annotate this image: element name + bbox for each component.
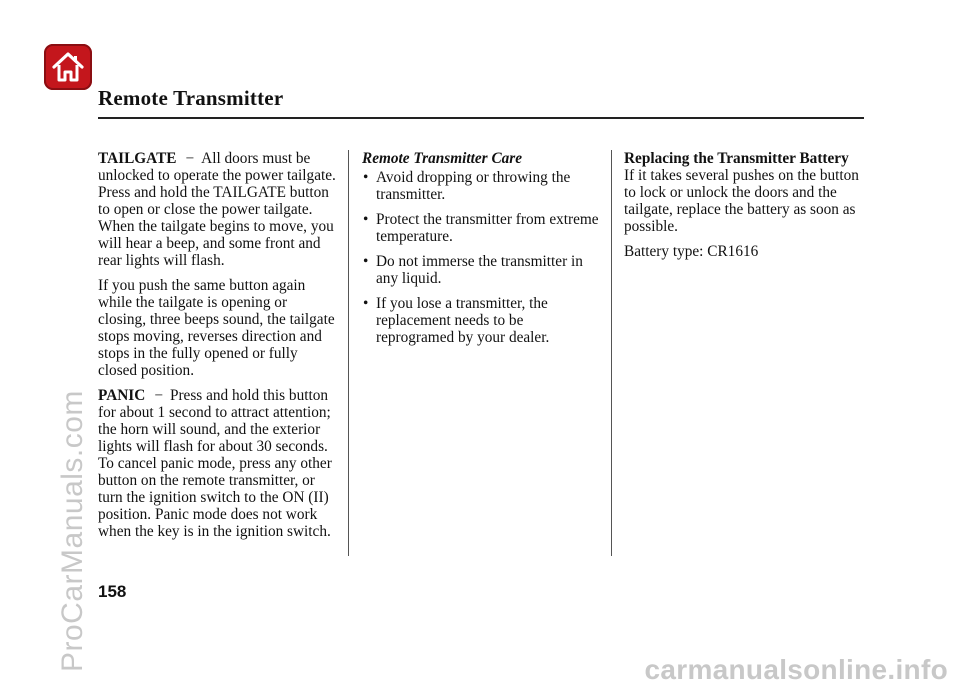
care-heading: Remote Transmitter Care (362, 150, 523, 167)
tailgate-term: TAILGATE (98, 150, 177, 167)
column-divider (348, 150, 349, 556)
panic-paragraph (98, 387, 338, 540)
column-tailgate-panic (98, 150, 338, 548)
page-number: 158 (98, 582, 127, 601)
home-button[interactable] (44, 44, 92, 90)
panic-dash: − (154, 387, 163, 404)
column-transmitter-care (362, 150, 602, 354)
list-item: • Protect the transmitter from extreme temperature. (362, 211, 602, 245)
list-item: • If you lose a transmitter, the replacement needs to be reprogramed by your dealer. (362, 295, 602, 346)
column-battery (624, 150, 864, 268)
tailgate-text: All doors must be unlocked to operate the power tailgate. Press and hold the TAILGATE button to open or close the power tailgate. When the tailgate begins to move, you will hear a beep, and some front and rear lights will flash. (98, 150, 336, 269)
list-item: • Do not immerse the transmitter in any liquid. (362, 253, 602, 287)
tailgate-paragraph-2: If you push the same button again while the tailgate is opening or closing, three beeps sound, the tailgate stops moving, reverses direction and stops in the fully opened or fully closed position. (98, 277, 335, 379)
tailgate-dash: − (185, 150, 195, 167)
section-title: Remote Transmitter (98, 86, 284, 110)
side-watermark: ProCarManuals.com (56, 390, 89, 672)
home-icon (50, 49, 86, 85)
battery-type: Battery type: CR1616 (624, 243, 759, 260)
bottom-watermark: carmanualsonline.info (644, 654, 948, 685)
tailgate-paragraph (98, 150, 338, 269)
panic-term: PANIC (98, 387, 146, 404)
list-item: • Avoid dropping or throwing the transmitter. (362, 169, 602, 203)
column-divider (611, 150, 612, 556)
panic-text: Press and hold this button for about 1 second to attract attention; the horn will sound, and the exterior lights will flash for about 30 seconds. To cancel panic mode, press any other button on the remote transmitter, or turn the ignition switch to the ON (II) position. Panic mode does not work when the key is in the ignition switch. (98, 387, 332, 540)
care-list (362, 169, 602, 346)
title-divider (98, 117, 864, 119)
battery-heading: Replacing the Transmitter Battery (624, 150, 849, 167)
battery-paragraph: If it takes several pushes on the button to lock or unlock the doors and the tailgate, replace the battery as soon as possible. (624, 167, 859, 235)
